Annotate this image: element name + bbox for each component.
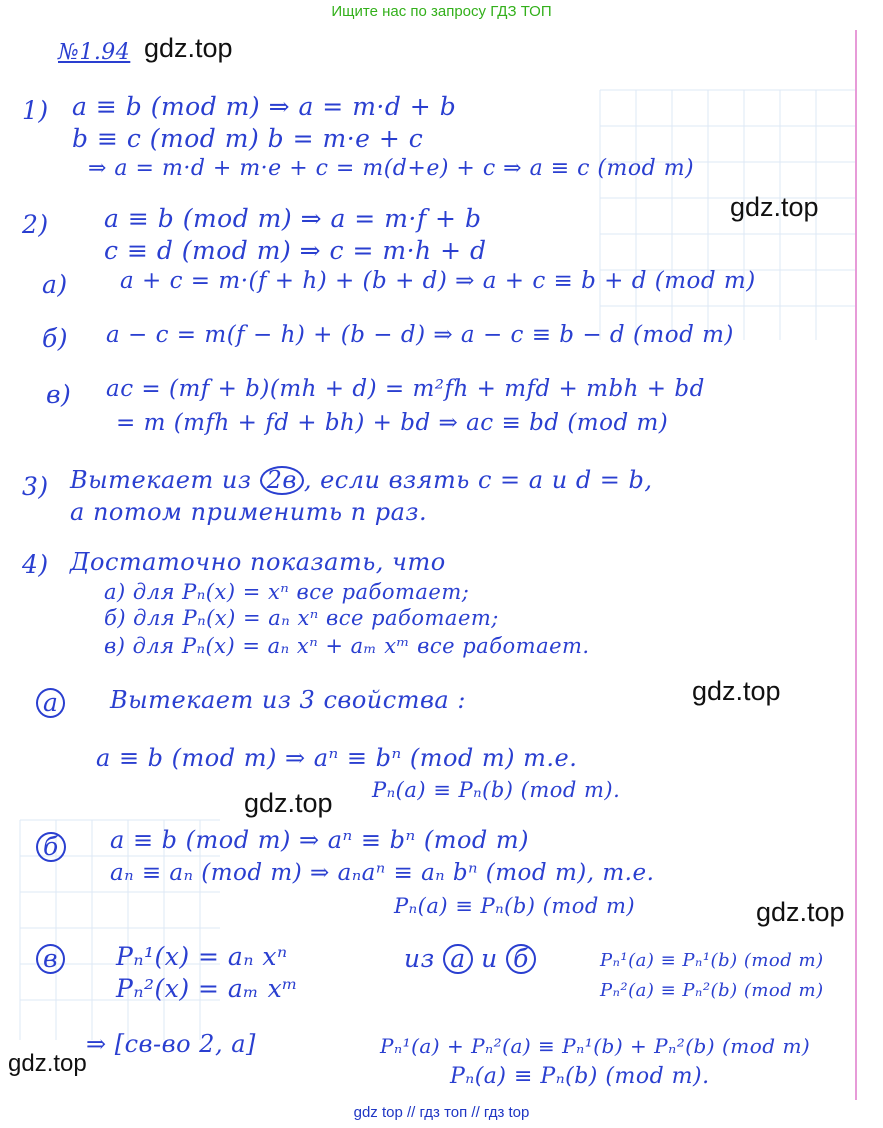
part2-label: 2) [22,210,49,239]
circled-letter-b: б [36,832,66,862]
sub-a-line2: Pₙ(a) ≡ Pₙ(b) (mod m). [372,778,621,802]
part2c-text-continued: = m (mfh + fd + bh) + bd ⇒ ac ≡ bd (mod m) [116,410,669,436]
part2-line1: a ≡ b (mod m) ⇒ a = m·f + b [104,204,482,233]
part1-line3: ⇒ a = m·d + m·e + c = m(d+e) + c ⇒ a ≡ c (mod m) [88,156,695,181]
part1-line2: b ≡ c (mod m) b = m·e + c [72,124,424,153]
part2b-text: a − c = m(f − h) + (b − d) ⇒ a − c ≡ b − d (mod m) [106,322,734,348]
sub-b-line3: Pₙ(a) ≡ Pₙ(b) (mod m) [394,894,636,918]
part2a-text: a + c = m·(f + h) + (b + d) ⇒ a + c ≡ b + d (mod m) [120,268,756,294]
sub-c-from [404,944,536,974]
watermark: gdz.top [244,788,333,818]
watermark: gdz.top [8,1050,87,1077]
sub-c-mark [36,944,65,974]
circled-letter-v: в [36,944,65,974]
watermark: gdz.top [692,676,781,706]
sub-c-and-text: и [481,944,498,973]
top-promo-banner: Ищите нас по запросу ГДЗ ТОП [331,3,552,20]
watermark: gdz.top [144,33,233,63]
part4-intro: Достаточно показать, что [70,548,446,576]
part4-case-a: а) для Pₙ(x) = xⁿ все работает; [104,580,470,604]
part2c-label: в) [46,380,72,409]
sub-b-mark [36,832,66,862]
part2a-label: а) [42,270,68,299]
sub-c-final-ref: ⇒ [св-во 2, а] [86,1030,256,1058]
part1-label: 1) [22,96,49,125]
bottom-links-banner: gdz top // гдз топ // гдз top [353,1104,530,1121]
sub-a-mark [36,688,65,718]
part3-text-start: Вытекает из [70,466,252,494]
part1-line1: a ≡ b (mod m) ⇒ a = m·d + b [72,92,457,121]
sub-c-from-text: из [404,944,435,973]
part2b-label: б) [42,324,69,353]
sub-c-result1: Pₙ¹(a) ≡ Pₙ¹(b) (mod m) [600,950,824,971]
circled-letter-a: а [36,688,65,718]
sub-b-line2: aₙ ≡ aₙ (mod m) ⇒ aₙaⁿ ≡ aₙ bⁿ (mod m), т.е. [110,860,655,886]
part2c-text: ac = (mf + b)(mh + d) = m²fh + mfd + mbh + bd [106,376,705,402]
part3-line2: а потом применить n раз. [70,498,428,526]
page-margin-line [855,30,857,1100]
part3-line1 [70,466,653,495]
sub-a-text: Вытекает из 3 свойства : [110,686,466,714]
problem-number: №1.94 [58,40,131,65]
part2-line2: c ≡ d (mod m) ⇒ c = m·h + d [104,236,487,265]
part4-label: 4) [22,550,49,579]
part3-label: 3) [22,472,49,501]
sub-c-final1: Pₙ¹(a) + Pₙ²(a) ≡ Pₙ¹(b) + Pₙ²(b) (mod m) [380,1034,811,1058]
watermark: gdz.top [730,192,819,222]
sub-a-line1: a ≡ b (mod m) ⇒ aⁿ ≡ bⁿ (mod m) т.е. [96,744,578,772]
sub-c-line1: Pₙ¹(x) = aₙ xⁿ [116,942,288,971]
sub-c-result2: Pₙ²(a) ≡ Pₙ²(b) (mod m) [600,980,824,1001]
circled-letter-b: б [506,944,536,974]
part3-ref-2v-circled: 2в [260,466,304,495]
part4-case-b: б) для Pₙ(x) = aₙ xⁿ все работает; [104,606,499,630]
part4-case-c: в) для Pₙ(x) = aₙ xⁿ + aₘ xᵐ все работает. [104,634,590,658]
sub-b-line1: a ≡ b (mod m) ⇒ aⁿ ≡ bⁿ (mod m) [110,826,530,854]
sub-c-final2: Pₙ(a) ≡ Pₙ(b) (mod m). [450,1064,710,1089]
circled-letter-a: а [443,944,472,974]
part3-text-end: , если взять c = a и d = b, [303,466,653,494]
sub-c-line2: Pₙ²(x) = aₘ xᵐ [116,974,299,1003]
watermark: gdz.top [756,897,845,927]
